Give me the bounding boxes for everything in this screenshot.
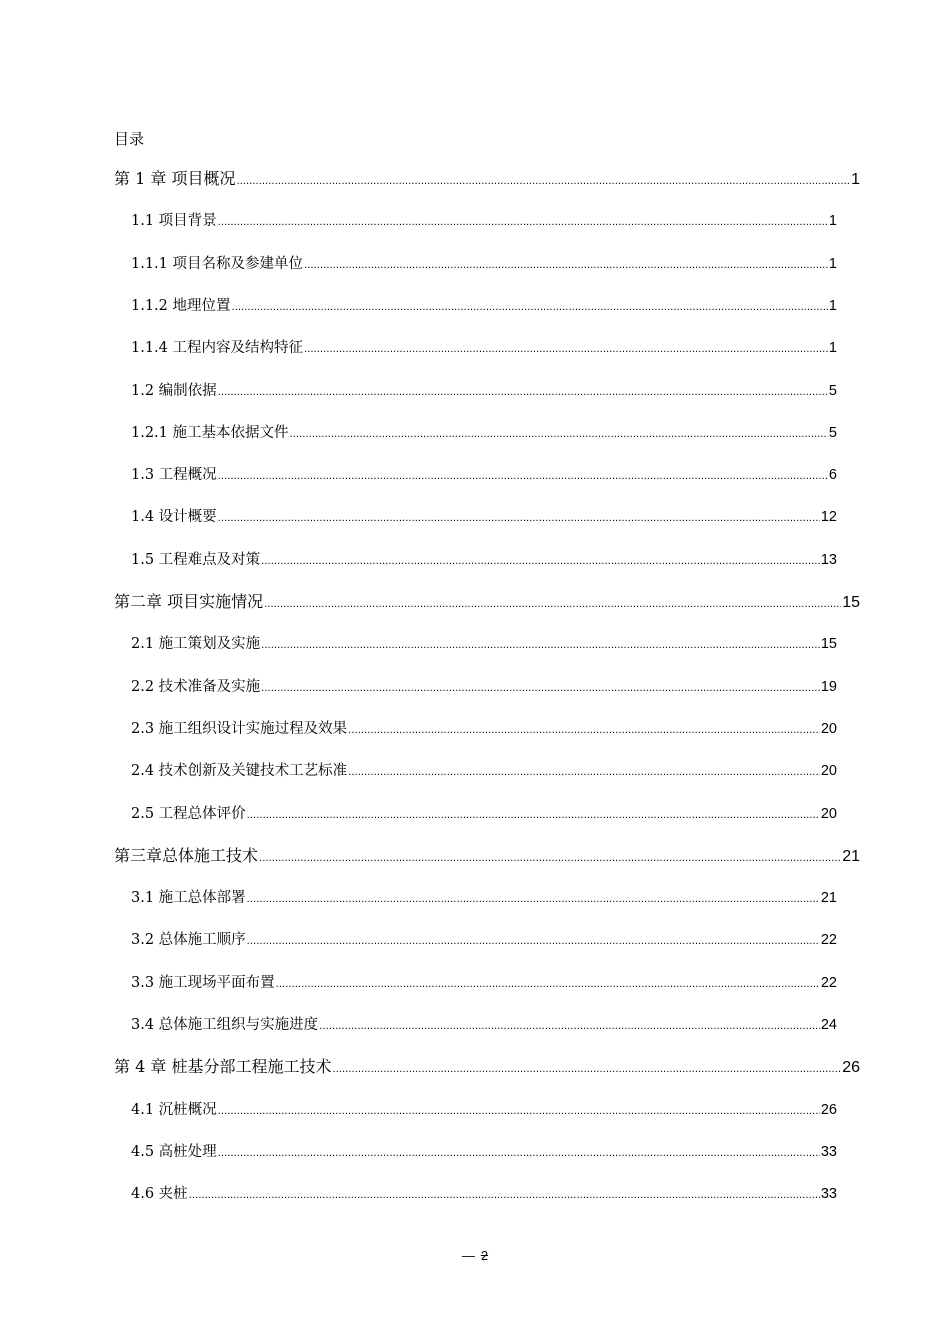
toc-section-entry[interactable] — [131, 632, 837, 656]
toc-dot-leader — [332, 1058, 841, 1082]
toc-entry-label: 1.2 编制依据 — [131, 382, 217, 399]
toc-dot-leader — [218, 465, 828, 489]
toc-section-entry[interactable] — [131, 928, 837, 952]
toc-section-entry[interactable] — [131, 294, 837, 318]
toc-entry-label: 2.5 工程总体评价 — [131, 805, 246, 822]
toc-entry-label: 第 4 章 桩基分部工程施工技术 — [114, 1057, 332, 1077]
toc-entry-label: 3.2 总体施工顺序 — [131, 932, 246, 949]
toc-dot-leader — [189, 1184, 820, 1208]
toc-dot-leader — [218, 1100, 820, 1124]
toc-section-entry[interactable] — [131, 1098, 837, 1122]
toc-section-entry[interactable] — [131, 886, 837, 910]
toc-section-entry[interactable] — [131, 1140, 837, 1164]
toc-entry-page-number: 33 — [820, 1143, 837, 1160]
toc-entry-label: 3.3 施工现场平面布置 — [131, 974, 275, 991]
toc-section-entry[interactable] — [131, 252, 837, 276]
toc-entry-label: 1.5 工程难点及对策 — [131, 551, 261, 568]
toc-dot-leader — [261, 634, 820, 658]
toc-entry-page-number: 12 — [820, 509, 837, 526]
toc-section-entry[interactable] — [131, 1182, 837, 1206]
toc-entry-label: 1.3 工程概况 — [131, 467, 217, 484]
toc-entry-label: 1.1.1 项目名称及参建单位 — [131, 255, 304, 272]
toc-entry-page-number: 1 — [828, 340, 837, 357]
toc-dot-leader — [348, 719, 820, 743]
toc-section-entry[interactable] — [131, 971, 837, 995]
toc-entry-page-number: 15 — [842, 594, 860, 611]
toc-entry-label: 2.1 施工策划及实施 — [131, 636, 261, 653]
toc-section-entry[interactable] — [131, 336, 837, 360]
toc-entry-label: 4.6 夹桩 — [131, 1186, 188, 1203]
toc-dot-leader — [218, 507, 820, 531]
toc-dot-leader — [218, 211, 828, 235]
toc-dot-leader — [319, 1015, 820, 1039]
toc-entry-page-number: 6 — [828, 467, 837, 484]
toc-dot-leader — [290, 423, 828, 447]
toc-dot-leader — [232, 296, 828, 320]
toc-entry-page-number: 21 — [842, 847, 860, 865]
toc-entry-label: 3.4 总体施工组织与实施进度 — [131, 1017, 319, 1033]
toc-entry-page-number: 20 — [820, 763, 837, 780]
toc-dot-leader — [348, 761, 820, 785]
toc-dot-leader — [261, 550, 820, 574]
toc-entry-page-number: 22 — [820, 974, 837, 991]
toc-entry-page-number: 5 — [828, 424, 837, 441]
toc-entry-page-number: 22 — [820, 932, 837, 949]
toc-dot-leader — [247, 930, 820, 954]
toc-entry-label: 第 1 章 项目概况 — [114, 169, 236, 188]
toc-chapter-entry[interactable] — [114, 844, 860, 868]
footer-page-number: 2 — [480, 1248, 489, 1263]
toc-entry-label: 1.1.2 地理位置 — [131, 297, 231, 314]
toc-section-entry[interactable] — [131, 717, 837, 741]
toc-dot-leader — [218, 1142, 820, 1166]
toc-section-entry[interactable] — [131, 802, 837, 826]
toc-entry-label: 第二章 项目实施情况 — [114, 592, 264, 611]
toc-entry-label: 2.3 施工组织设计实施过程及效果 — [131, 720, 348, 737]
toc-dot-leader — [259, 847, 841, 871]
toc-entry-label: 1.2.1 施工基本依据文件 — [131, 424, 289, 441]
toc-chapter-entry[interactable] — [114, 590, 860, 614]
toc-dot-leader — [247, 888, 820, 912]
toc-chapter-entry[interactable] — [114, 1055, 860, 1079]
toc-entry-page-number: 13 — [820, 551, 837, 568]
toc-section-entry[interactable] — [131, 463, 837, 487]
toc-entry-page-number: 5 — [828, 382, 837, 399]
toc-entry-label: 2.2 技术准备及实施 — [131, 678, 261, 695]
toc-entry-page-number: 1 — [828, 255, 837, 272]
toc-entry-page-number: 21 — [820, 890, 837, 907]
toc-dot-leader — [276, 973, 820, 997]
toc-entry-page-number: 24 — [820, 1017, 837, 1033]
page-footer — [0, 1248, 950, 1263]
toc-entry-page-number: 15 — [820, 636, 837, 653]
toc-chapter-entry[interactable] — [114, 167, 860, 191]
toc-section-entry[interactable] — [131, 379, 837, 403]
toc-entry-label: 1.1.4 工程内容及结构特征 — [131, 340, 304, 357]
toc-entry-label: 4.5 高桩处理 — [131, 1143, 217, 1160]
toc-section-entry[interactable] — [131, 505, 837, 529]
toc-dot-leader — [261, 677, 820, 701]
toc-entry-label: 1.1 项目背景 — [131, 213, 217, 230]
toc-entry-page-number: 1 — [828, 213, 837, 230]
toc-dot-leader — [264, 593, 841, 617]
toc-section-entry[interactable] — [131, 675, 837, 699]
toc-dot-leader — [304, 254, 828, 278]
toc-section-entry[interactable] — [131, 759, 837, 783]
toc-entry-label: 1.4 设计概要 — [131, 509, 217, 526]
toc-entry-page-number: 26 — [842, 1059, 860, 1077]
toc-section-entry[interactable] — [131, 548, 837, 572]
toc-entry-page-number: 26 — [820, 1101, 837, 1118]
toc-dot-leader — [236, 170, 850, 194]
toc-entry-label: 第三章总体施工技术 — [114, 845, 259, 865]
toc-entry-page-number: 1 — [851, 171, 860, 188]
toc-dot-leader — [247, 804, 820, 828]
toc-entry-page-number: 19 — [820, 678, 837, 695]
footer-dash: — — [461, 1248, 475, 1263]
toc-section-entry[interactable] — [131, 209, 837, 233]
toc-section-entry[interactable] — [131, 1013, 837, 1037]
toc-entry-label: 3.1 施工总体部署 — [131, 890, 246, 907]
toc-entry-page-number: 20 — [820, 805, 837, 822]
toc-entry-label: 4.1 沉桩概况 — [131, 1101, 217, 1118]
toc-entry-label: 2.4 技术创新及关键技术工艺标准 — [131, 763, 348, 780]
toc-entry-page-number: 33 — [820, 1186, 837, 1203]
toc-entry-page-number: 1 — [828, 297, 837, 314]
toc-dot-leader — [218, 381, 828, 405]
toc-section-entry[interactable] — [131, 421, 837, 445]
toc-entry-page-number: 20 — [820, 720, 837, 737]
toc-title: 目录 — [114, 130, 145, 148]
toc-dot-leader — [304, 338, 828, 362]
